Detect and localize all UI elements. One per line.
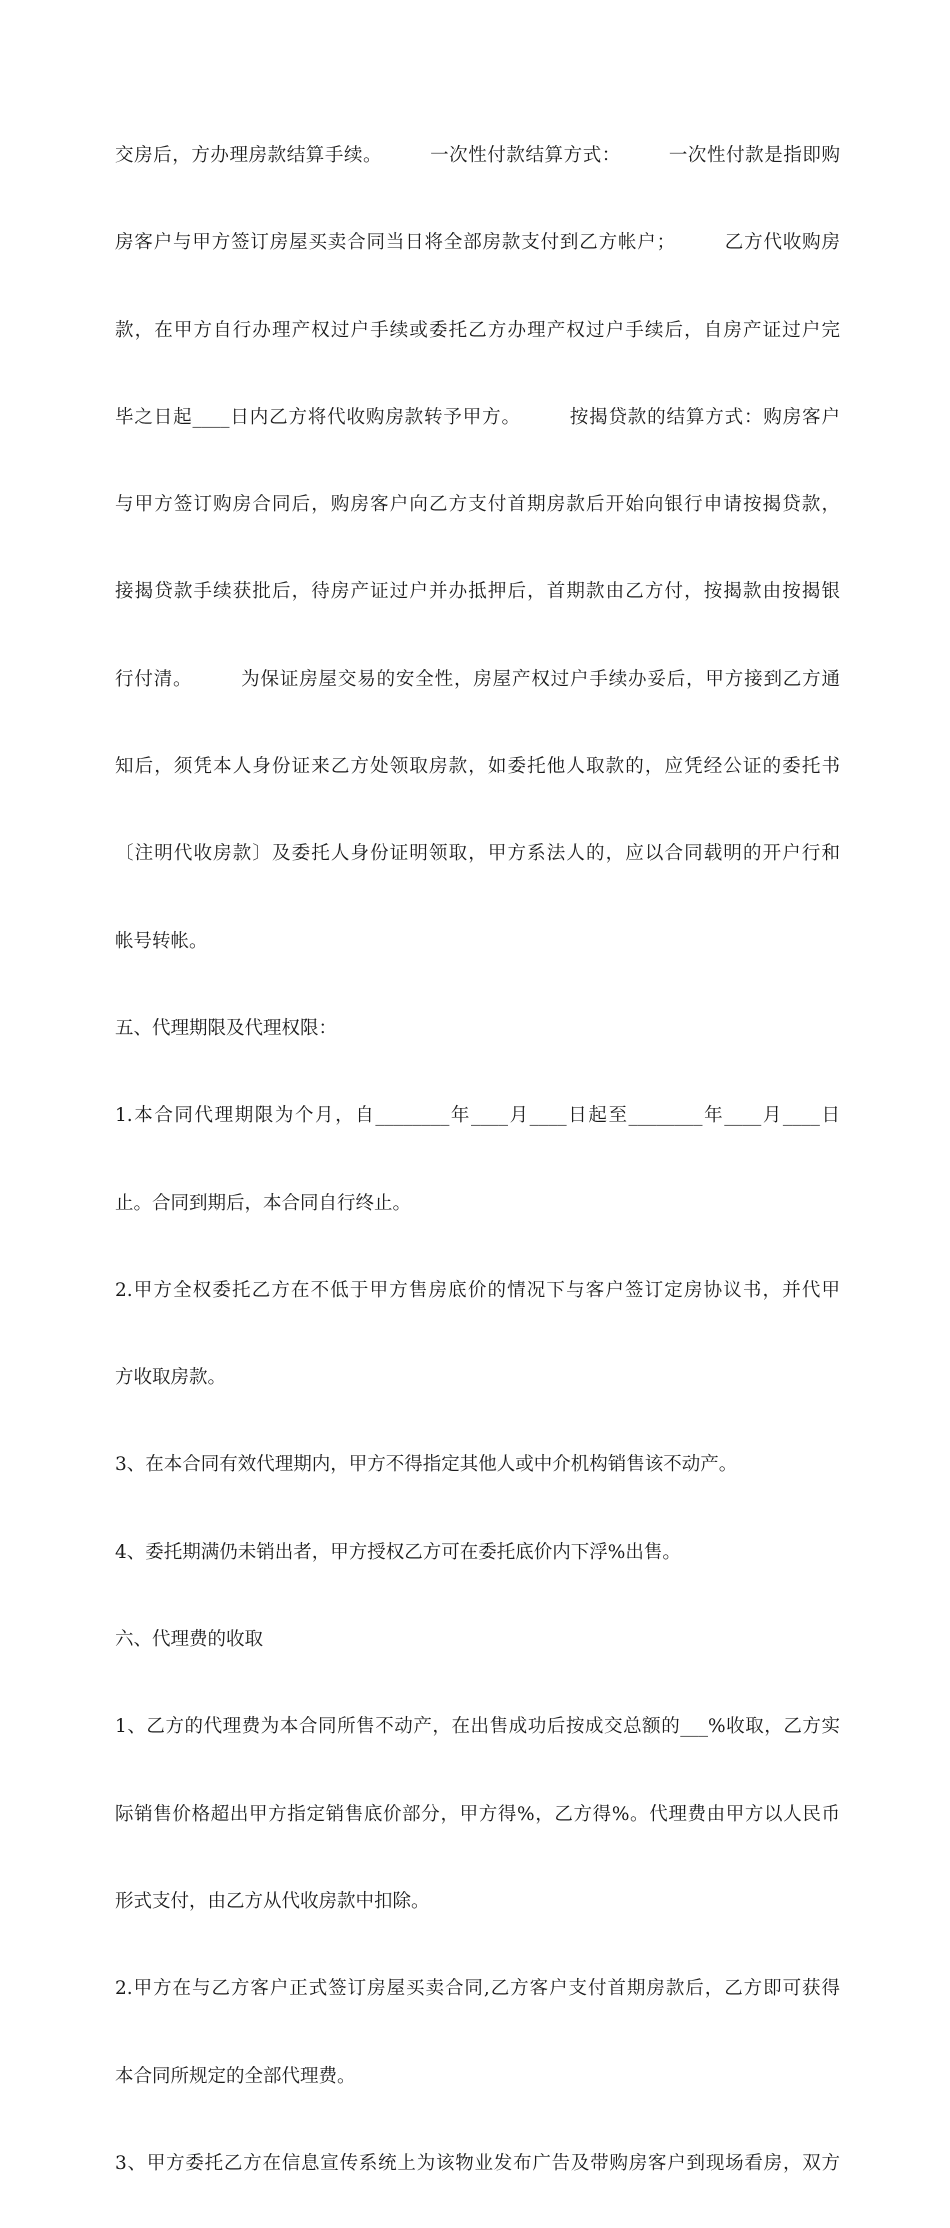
text-line: 2.甲方全权委托乙方在不低于甲方售房底价的情况下与客户签订定房协议书，并代甲 — [115, 1279, 840, 1301]
text-line: 与甲方签订购房合同后，购房客户向乙方支付首期房款后开始向银行申请按揭贷款， — [115, 494, 840, 516]
text-line: 际销售价格超出甲方指定销售底价部分，甲方得%，乙方得%。代理费由甲方以人民币 — [115, 1803, 840, 1825]
document-body — [115, 91, 840, 2228]
section-heading: 六、代理费的收取 — [115, 1629, 264, 1651]
text-line: 帐号转帐。 — [115, 930, 208, 952]
text-line: 4、委托期满仍未销出者，甲方授权乙方可在委托底价内下浮%出售。 — [115, 1541, 681, 1563]
text-line: 款，在甲方自行办理产权过户手续或委托乙方办理产权过户手续后，自房产证过户完 — [115, 319, 840, 341]
text-line: 〔注明代收房款〕及委托人身份证明领取，甲方系法人的，应以合同载明的开户行和 — [115, 843, 840, 865]
text-line: 本合同所规定的全部代理费。 — [115, 2065, 356, 2087]
text-line: 形式支付，由乙方从代收房款中扣除。 — [115, 1890, 430, 1912]
text-line: 毕之日起____日内乙方将代收购房款转予甲方。 按揭贷款的结算方式：购房客户 — [115, 406, 840, 428]
text-line: 1、乙方的代理费为本合同所售不动产，在出售成功后按成交总额的___%收取，乙方实 — [115, 1716, 840, 1738]
text-line: 1.本合同代理期限为个月，自________年____月____日起至________年____月____日 — [115, 1105, 840, 1127]
section-heading: 五、代理期限及代理权限： — [115, 1017, 338, 1039]
text-line: 3、甲方委托乙方在信息宣传系统上为该物业发布广告及带购房客户到现场看房，双方 — [115, 2152, 840, 2174]
text-line: 知后，须凭本人身份证来乙方处领取房款，如委托他人取款的，应凭经公证的委托书 — [115, 756, 840, 778]
text-line: 行付清。 为保证房屋交易的安全性，房屋产权过户手续办妥后，甲方接到乙方通 — [115, 668, 840, 690]
text-line: 2.甲方在与乙方客户正式签订房屋买卖合同,乙方客户支付首期房款后，乙方即可获得 — [115, 1978, 840, 2000]
text-line: 3、在本合同有效代理期内，甲方不得指定其他人或中介机构销售该不动产。 — [115, 1454, 738, 1476]
text-line: 接揭贷款手续获批后，待房产证过户并办抵押后，首期款由乙方付，按揭款由按揭银 — [115, 581, 840, 603]
text-line: 交房后，方办理房款结算手续。 一次性付款结算方式： 一次性付款是指即购 — [115, 145, 840, 166]
text-line: 止。合同到期后，本合同自行终止。 — [115, 1192, 412, 1214]
text-line: 方收取房款。 — [115, 1367, 227, 1389]
text-line: 房客户与甲方签订房屋买卖合同当日将全部房款支付到乙方帐户； 乙方代收购房 — [115, 232, 840, 254]
